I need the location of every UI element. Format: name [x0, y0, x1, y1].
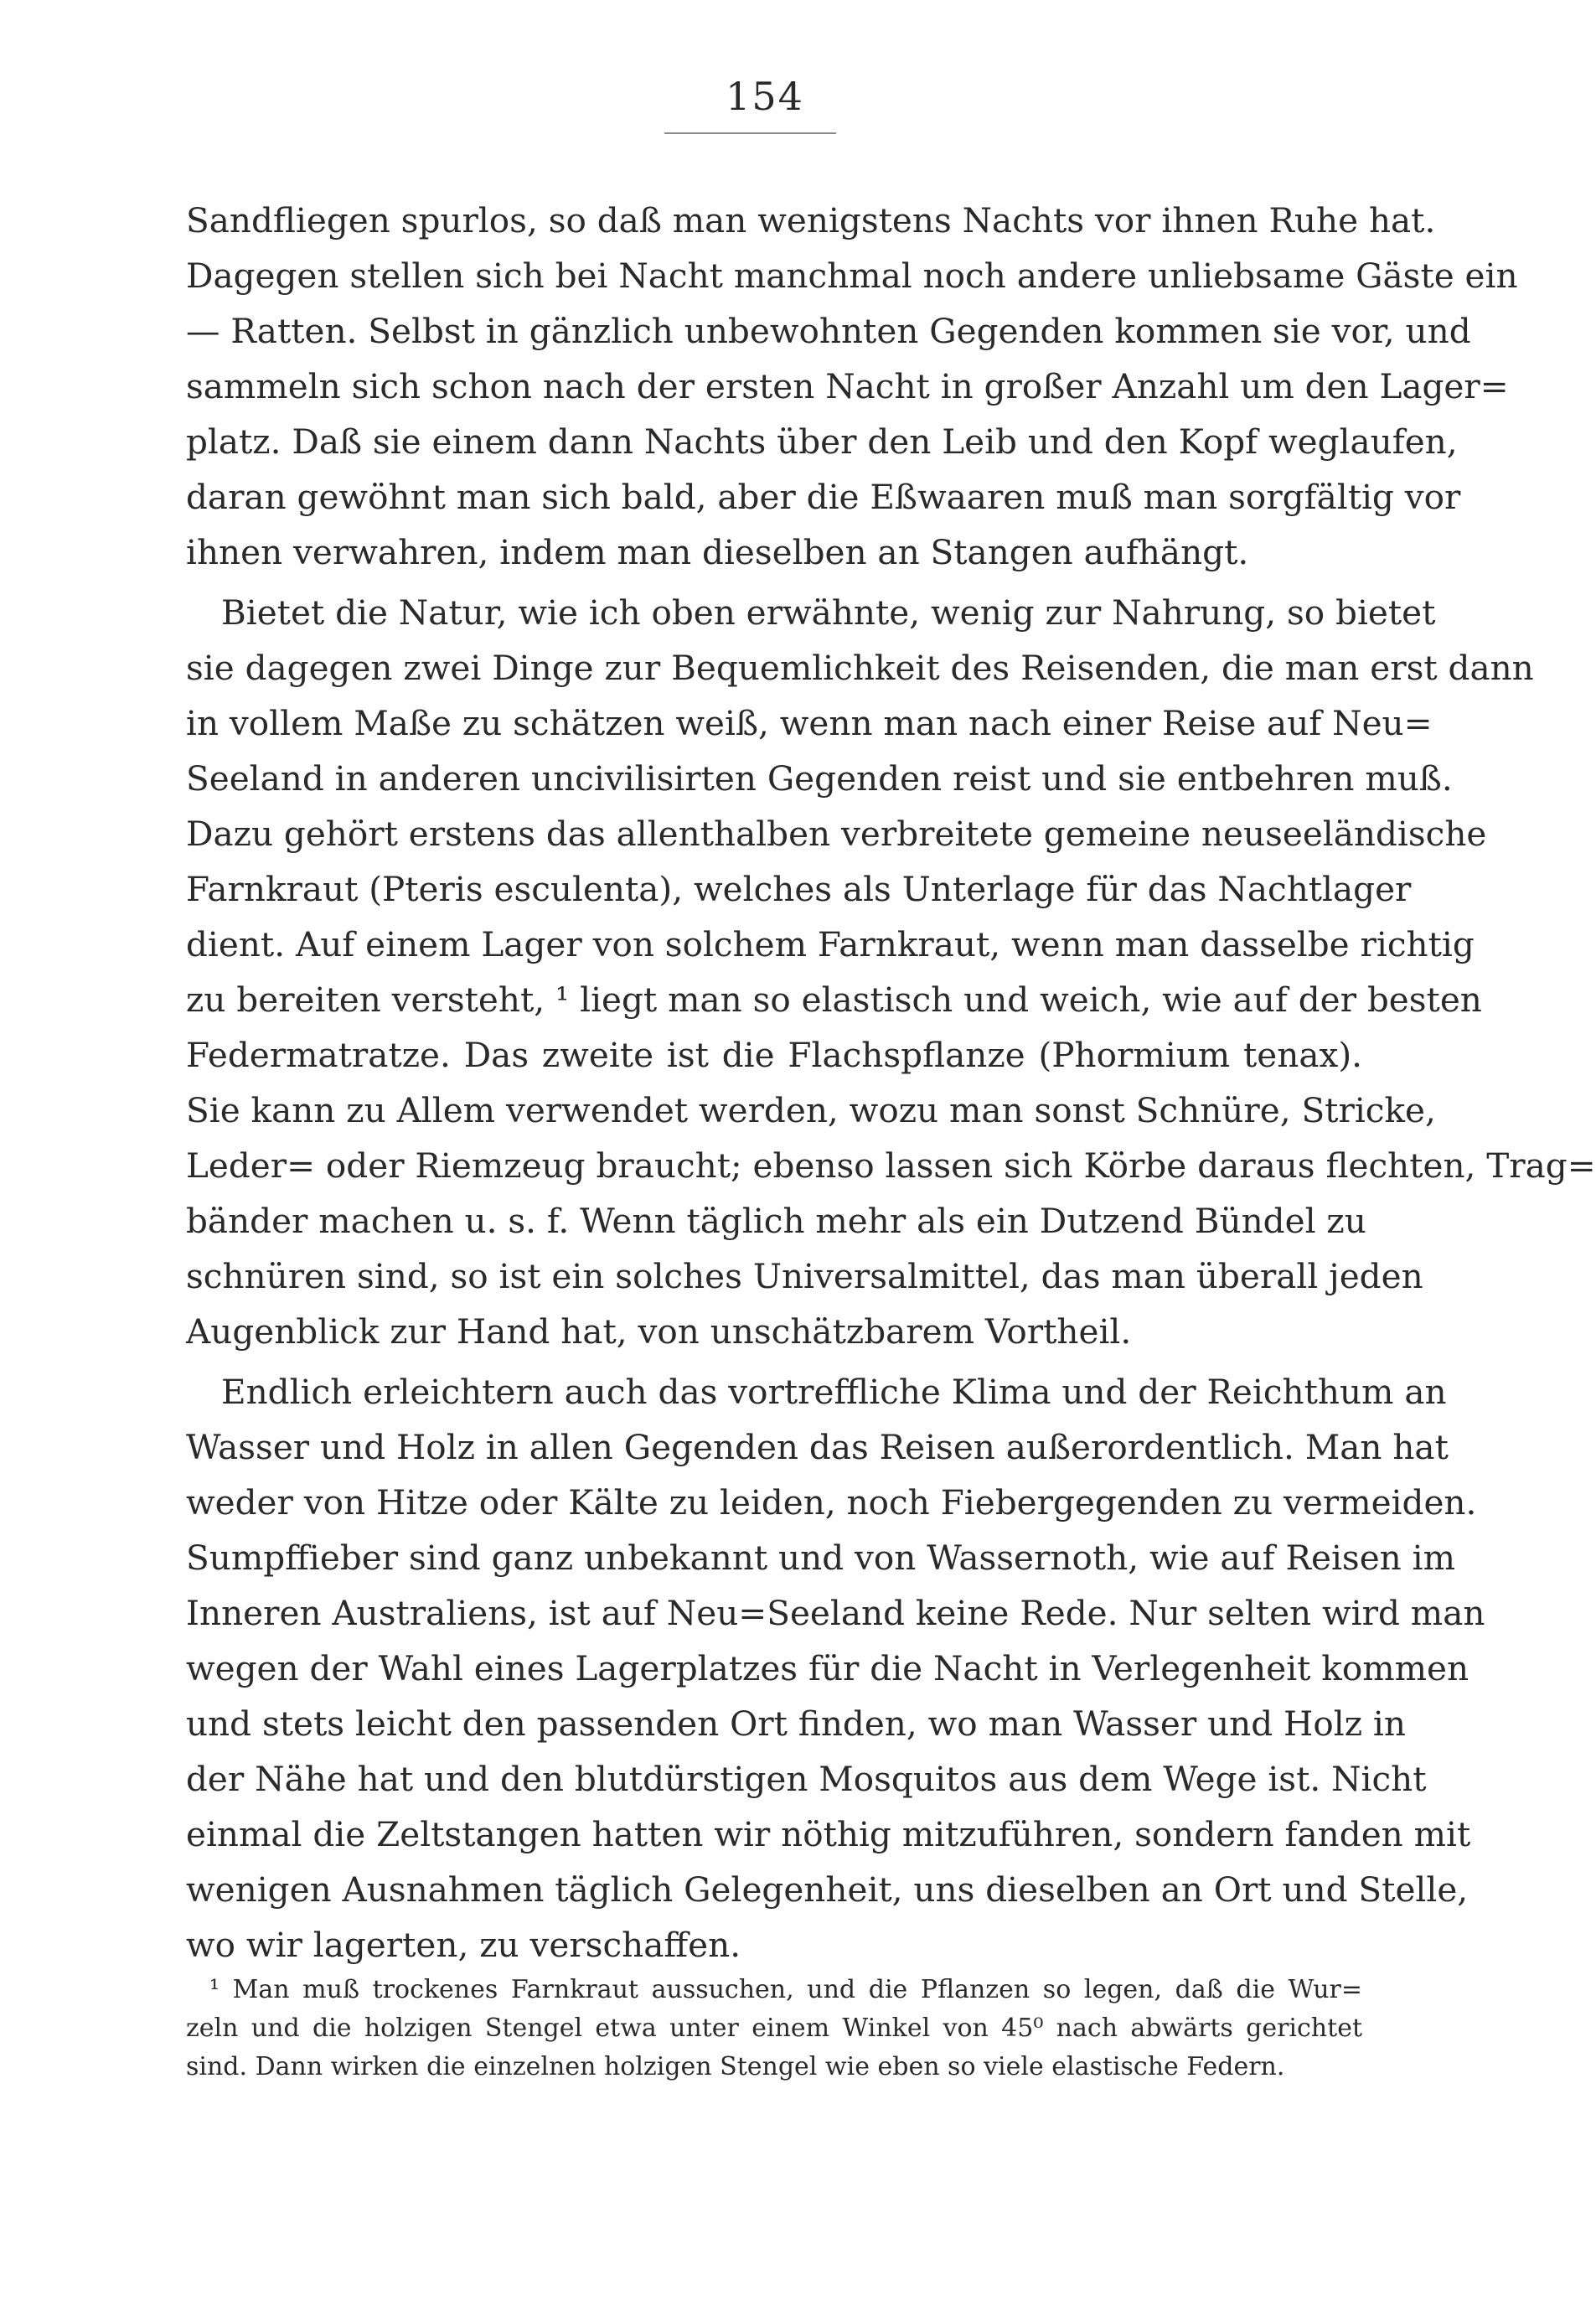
text-line: einmal die Zeltstangen hatten wir nöthig mitzuführen, sondern fanden mit	[186, 1814, 1471, 1854]
text-line: Dagegen stellen sich bei Nacht manchmal noch andere unliebsame Gäste ein	[186, 256, 1518, 296]
footnote	[186, 1971, 1362, 2086]
text-line: ihnen verwahren, indem man dieselben an Stangen aufhängt.	[186, 532, 1249, 572]
text-line: dient. Auf einem Lager von solchem Farnkraut, wenn man dasselbe richtig	[186, 924, 1475, 964]
text-line: in vollem Maße zu schätzen weiß, wenn man nach einer Reise auf Neu=	[186, 703, 1433, 743]
text-line: Leder= oder Riemzeug braucht; ebenso lassen sich Körbe daraus flechten, Trag=	[186, 1145, 1596, 1186]
paragraph	[186, 1364, 1485, 1972]
text-line: daran gewöhnt man sich bald, aber die Eßwaaren muß man sorgfältig vor	[186, 477, 1461, 517]
text-line: Endlich erleichtern auch das vortreffliche Klima und der Reichthum an	[221, 1372, 1447, 1412]
text-line: — Ratten. Selbst in gänzlich unbewohnten Gegenden kommen sie vor, und	[186, 311, 1471, 351]
text-line: Augenblick zur Hand hat, von unschätzbarem Vortheil.	[186, 1311, 1132, 1352]
header-rule	[664, 132, 836, 134]
footnote-line: sind. Dann wirken die einzelnen holzigen Stengel wie eben so viele elastische Federn.	[186, 2052, 1285, 2081]
text-line: bänder machen u. s. f. Wenn täglich mehr als ein Dutzend Bündel zu	[186, 1201, 1366, 1241]
paragraph	[186, 585, 1596, 1359]
text-line: Farnkraut (Pteris esculenta), welches als Unterlage für das Nachtlager	[186, 869, 1412, 909]
text-line: Inneren Australiens, ist auf Neu=Seeland keine Rede. Nur selten wird man	[186, 1593, 1485, 1633]
text-line: und stets leicht den passenden Ort finden, wo man Wasser und Holz in	[186, 1704, 1406, 1744]
text-line: Federmatratze. Das zweite ist die Flachspflanze (Phormium tenax).	[186, 1035, 1362, 1075]
body-text	[186, 193, 1596, 1972]
footnote-line: zeln und die holzigen Stengel etwa unter einem Winkel von 45⁰ nach abwärts gerichtet	[186, 2014, 1362, 2043]
text-line: Bietet die Natur, wie ich oben erwähnte, wenig zur Nahrung, so bietet	[221, 592, 1436, 633]
text-line: Sie kann zu Allem verwendet werden, wozu man sonst Schnüre, Stricke,	[186, 1090, 1436, 1130]
text-line: Sumpffieber sind ganz unbekannt und von Wassernoth, wie auf Reisen im	[186, 1538, 1455, 1578]
text-line: der Nähe hat und den blutdürstigen Mosquitos aus dem Wege ist. Nicht	[186, 1759, 1427, 1799]
text-line: Seeland in anderen uncivilisirten Gegenden reist und sie entbehren muß.	[186, 758, 1453, 799]
text-line: sie dagegen zwei Dinge zur Bequemlichkeit des Reisenden, die man erst dann	[186, 648, 1534, 688]
text-line: Sandfliegen spurlos, so daß man wenigstens Nachts vor ihnen Ruhe hat.	[186, 200, 1436, 240]
text-line: wenigen Ausnahmen täglich Gelegenheit, uns dieselben an Ort und Stelle,	[186, 1869, 1469, 1910]
text-line: wo wir lagerten, zu verschaffen.	[186, 1925, 741, 1965]
text-line: Dazu gehört erstens das allenthalben verbreitete gemeine neuseeländische	[186, 814, 1487, 854]
text-line: platz. Daß sie einem dann Nachts über den Leib und den Kopf weglaufen,	[186, 421, 1458, 462]
text-line: wegen der Wahl eines Lagerplatzes für die Nacht in Verlegenheit kommen	[186, 1648, 1469, 1688]
footnote-line: ¹ Man muß trockenes Farnkraut aussuchen, und die Pflanzen so legen, daß die Wur=	[209, 1975, 1362, 2004]
paragraph	[186, 193, 1518, 580]
page-number: 154	[726, 74, 804, 119]
text-line: weder von Hitze oder Kälte zu leiden, noch Fiebergegenden zu vermeiden.	[186, 1482, 1477, 1523]
text-line: schnüren sind, so ist ein solches Universalmittel, das man überall jeden	[186, 1256, 1423, 1296]
text-line: zu bereiten versteht, ¹ liegt man so elastisch und weich, wie auf der besten	[186, 980, 1482, 1020]
text-line: sammeln sich schon nach der ersten Nacht in großer Anzahl um den Lager=	[186, 366, 1509, 406]
text-line: Wasser und Holz in allen Gegenden das Reisen außerordentlich. Man hat	[186, 1427, 1449, 1467]
